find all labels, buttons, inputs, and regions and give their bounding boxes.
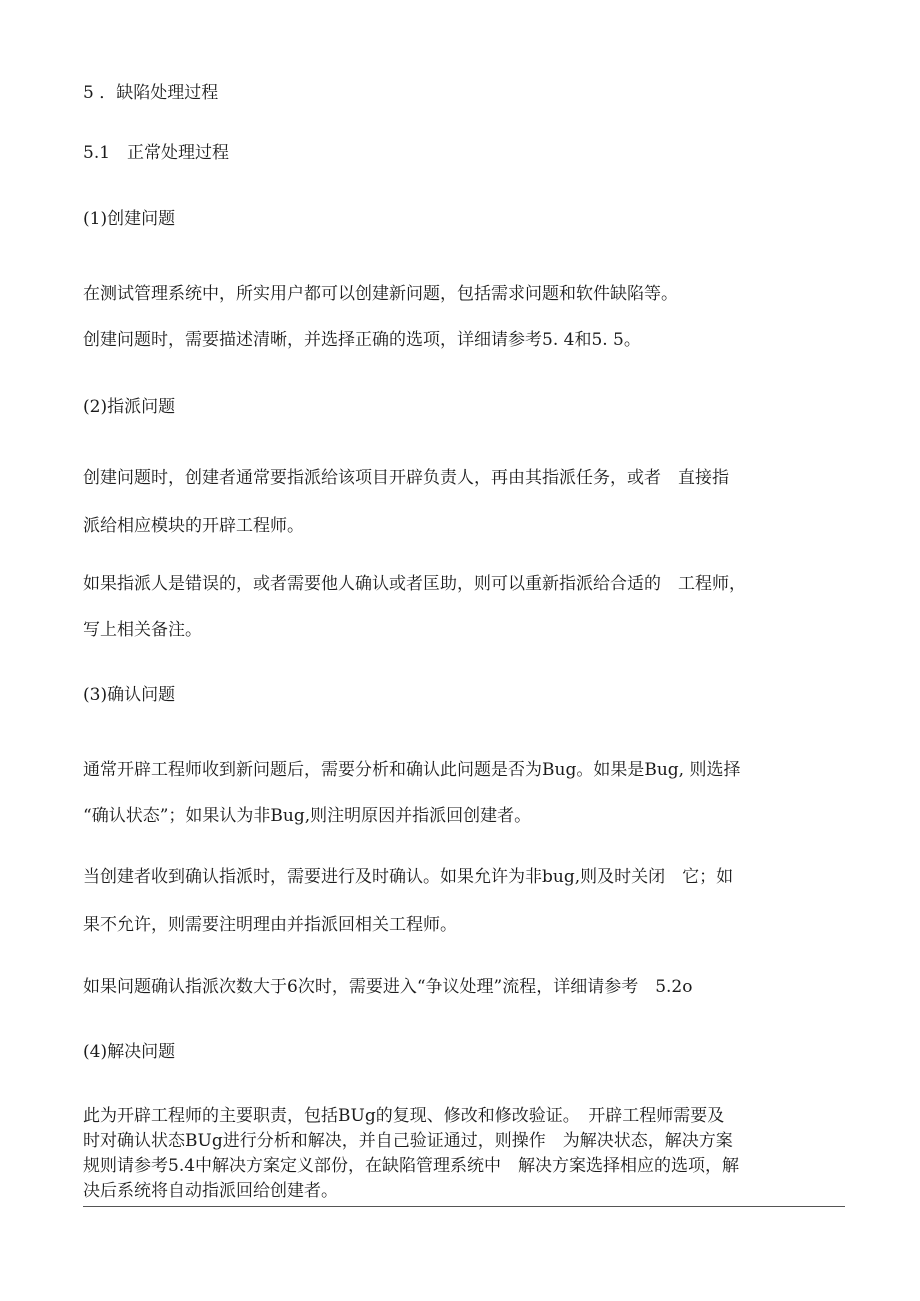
paragraph-line: 派给相应模块的开辟工程师。 [83,516,304,536]
step-heading-assign: (2)指派问题 [83,397,176,417]
horizontal-rule [83,1206,845,1207]
paragraph-line: “确认状态”；如果认为非Bug,则注明原因并指派回创建者。 [83,806,532,826]
paragraph-line: 如果指派人是错误的，或者需要他人确认或者匡助，则可以重新指派给合适的 工程师， [83,574,746,594]
subsection-heading: 5.1 正常处理过程 [83,143,230,163]
paragraph-line: 此为开辟工程师的主要职责，包括BUg的复现、修改和修改验证。 开辟工程师需要及 [83,1106,725,1126]
paragraph-line: 时对确认状态BUg进行分析和解决，并自己验证通过，则操作 为解决状态，解决方案 [83,1131,733,1151]
step-heading-confirm: (3)确认问题 [83,685,176,705]
step-heading-create: (1)创建问题 [83,209,176,229]
step-heading-resolve: (4)解决问题 [83,1042,176,1062]
paragraph-line: 创建问题时，创建者通常要指派给该项目开辟负责人，再由其指派任务，或者 直接指 [83,468,729,488]
paragraph-line: 决后系统将自动指派回给创建者。 [83,1181,338,1201]
paragraph-line: 通常开辟工程师收到新问题后，需要分析和确认此问题是否为Bug。如果是Bug, 则选择 [83,760,741,780]
paragraph-line: 创建问题时，需要描述清晰，并选择正确的选项，详细请参考5. 4和5. 5。 [83,330,641,350]
paragraph-line: 规则请参考5.4中解决方案定义部份，在缺陷管理系统中 解决方案选择相应的选项，解 [83,1156,740,1176]
paragraph-line: 在测试管理系统中，所实用户都可以创建新问题，包括需求问题和软件缺陷等。 [83,284,678,304]
paragraph-line: 写上相关备注。 [83,620,202,640]
paragraph-line: 果不允许，则需要注明理由并指派回相关工程师。 [83,915,457,935]
paragraph-line: 如果问题确认指派次数大于6次时，需要进入“争议处理”流程，详细请参考 5.2o [83,977,693,997]
paragraph-line: 当创建者收到确认指派时，需要进行及时确认。如果允许为非bug,则及时关闭 它；如 [83,867,734,887]
section-heading: 5 ．缺陷处理过程 [83,83,219,103]
